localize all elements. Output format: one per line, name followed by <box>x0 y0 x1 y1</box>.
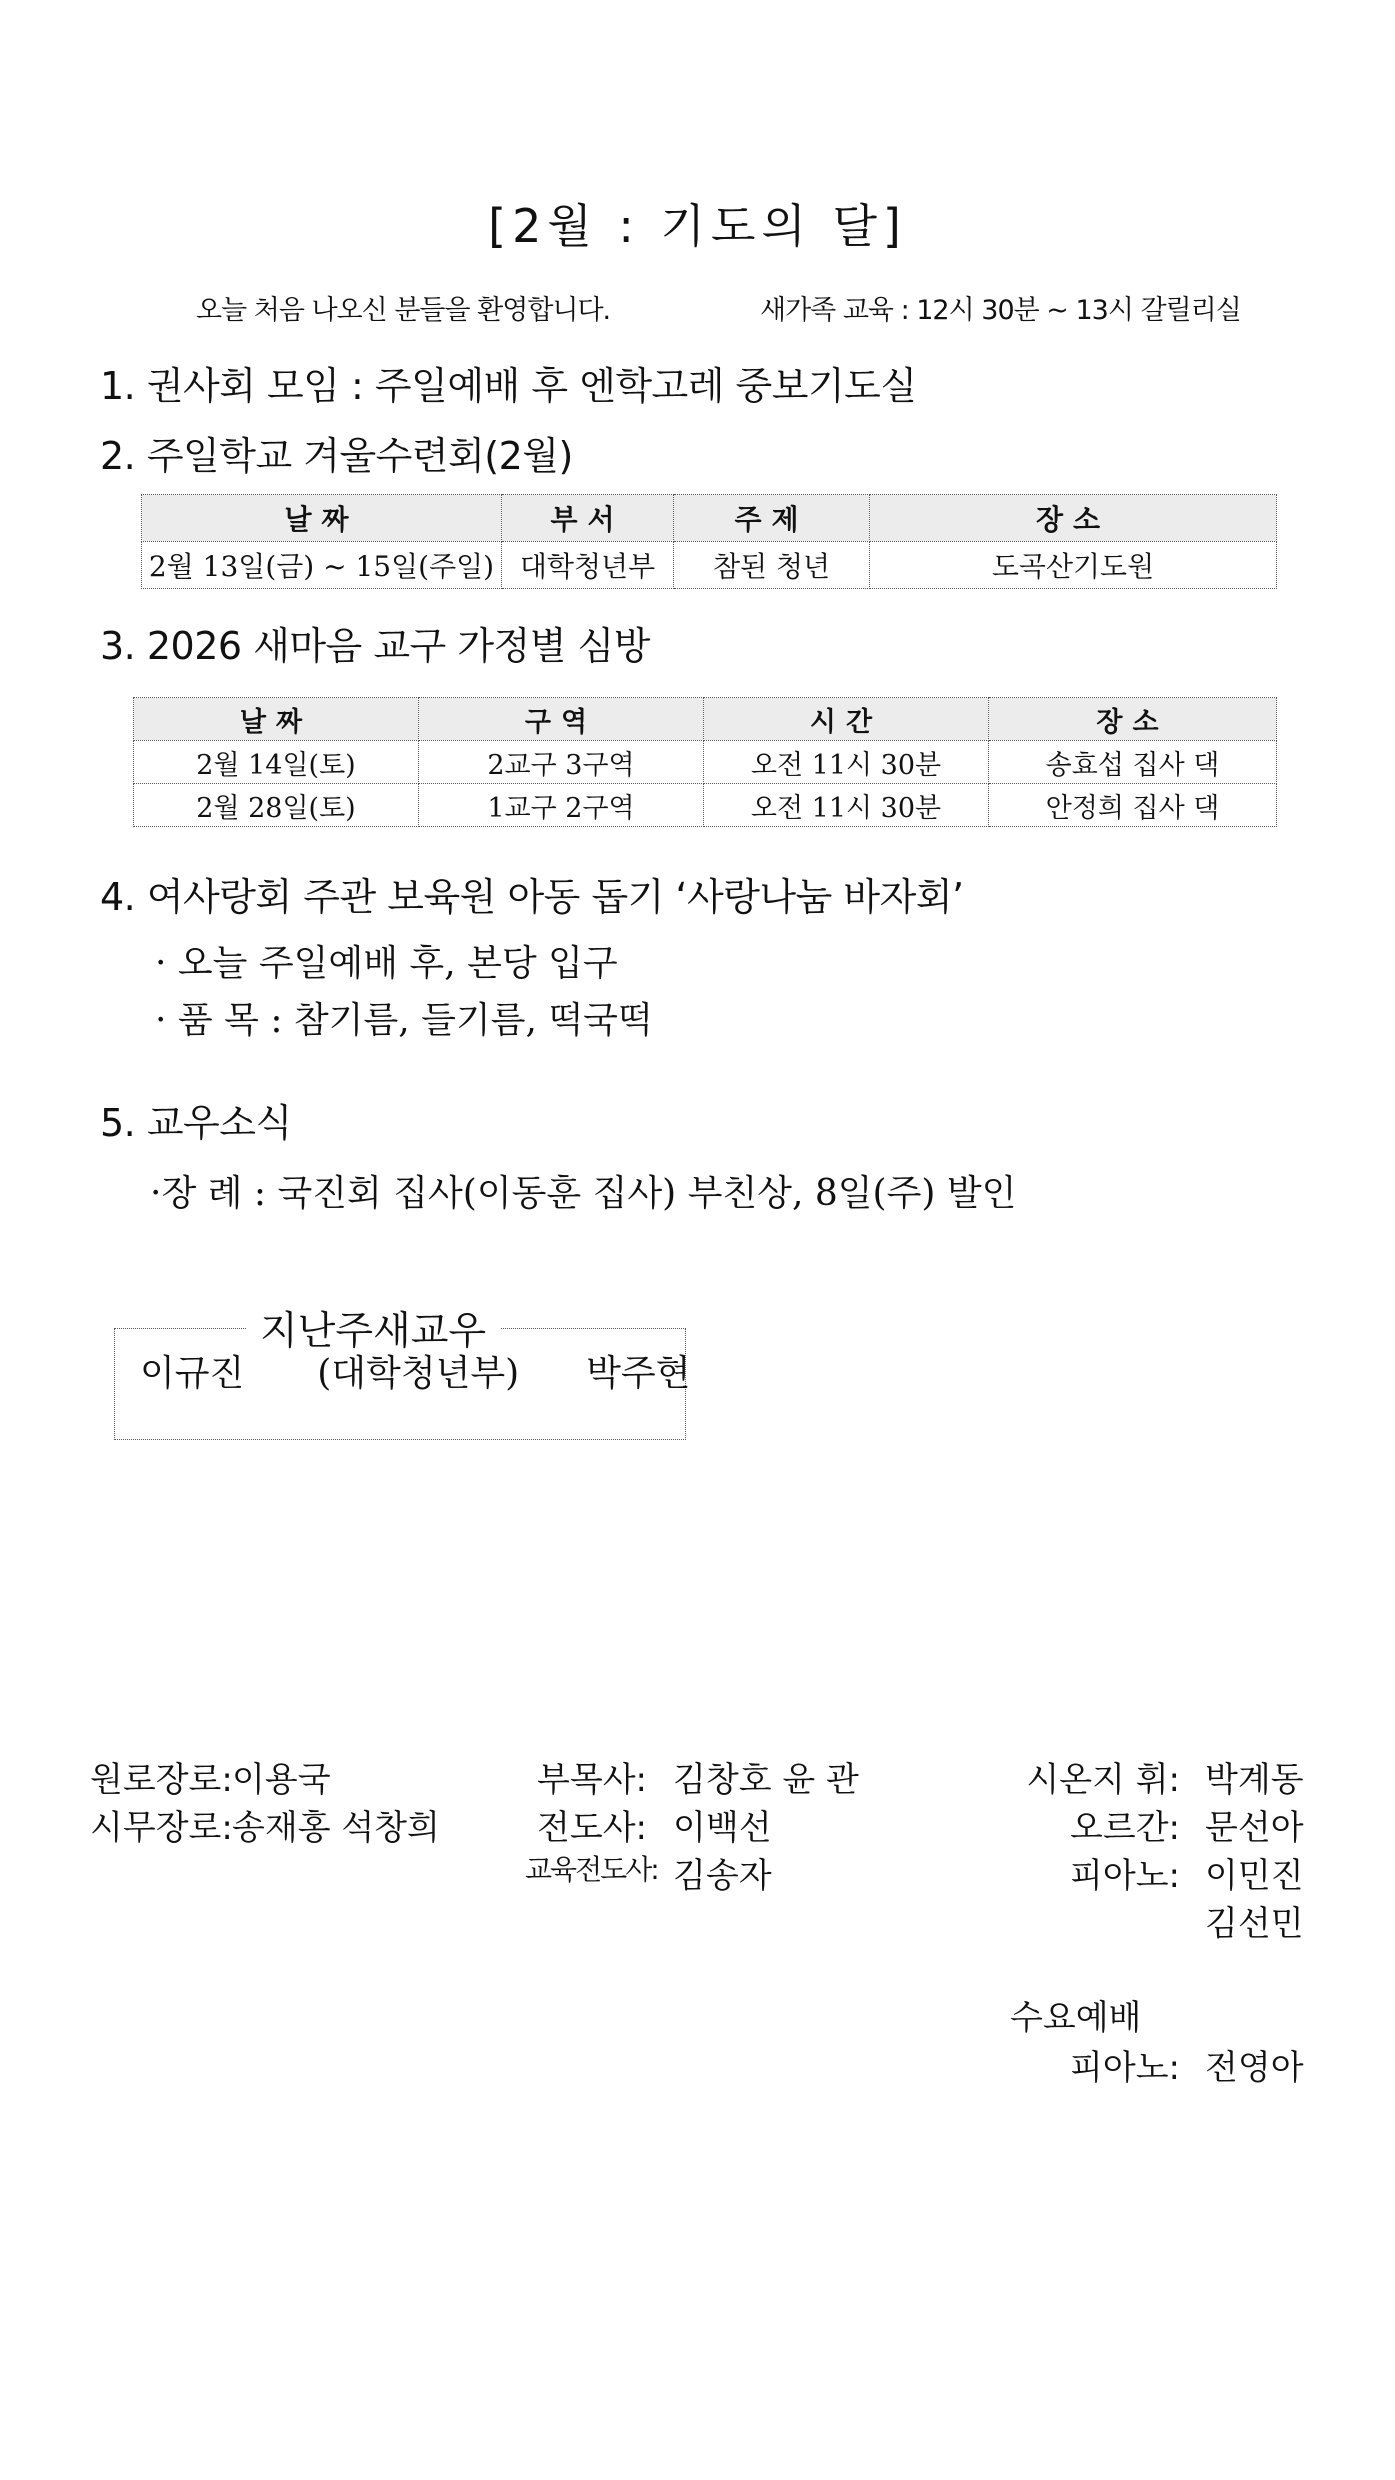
section-4-heading: 4. 여사랑회 주관 보육원 아동 돕기 ‘사랑나눔 바자회’ <box>100 875 964 919</box>
staff-name: 김창호 윤 관 <box>673 1760 859 1800</box>
header-cell: 부서 <box>502 495 674 542</box>
member-department: (대학청년부) <box>317 1353 520 1394</box>
bazaar-items: · 품 목 : 참기름, 들기름, 떡국떡 <box>155 1000 653 1041</box>
table-row <box>134 784 1277 827</box>
staff-label: 오르간: <box>1070 1808 1180 1848</box>
table-cell: 2월 28일(토) <box>134 784 419 827</box>
staff-name: 이백선 <box>673 1808 772 1848</box>
table-cell: 2월 14일(토) <box>134 741 419 784</box>
header-cell: 시간 <box>704 698 989 741</box>
header-cell: 날짜 <box>134 698 419 741</box>
table-cell: 도곡산기도원 <box>870 542 1277 589</box>
new-members-title: 지난주새교우 <box>246 1300 500 1356</box>
table-cell: 1교구 2구역 <box>419 784 704 827</box>
staff-name: 문선아 <box>1205 1808 1304 1848</box>
table-row <box>142 542 1277 589</box>
new-members-names <box>140 1345 690 1396</box>
header-cell: 장소 <box>989 698 1277 741</box>
table-cell: 오전 11시 30분 <box>704 784 989 827</box>
bazaar-time-place: · 오늘 주일예배 후, 본당 입구 <box>155 943 618 984</box>
header-cell: 구역 <box>419 698 704 741</box>
table-cell: 대학청년부 <box>502 542 674 589</box>
table-header-row <box>134 698 1277 741</box>
header-cell: 날짜 <box>142 495 502 542</box>
table-cell: 참된 청년 <box>674 542 870 589</box>
staff-label: 피아노: <box>1070 1856 1180 1896</box>
staff-name: 김송자 <box>673 1856 772 1896</box>
staff-name: 전영아 <box>1205 2048 1304 2088</box>
section-5-heading: 5. 교우소식 <box>100 1101 292 1145</box>
staff-label: 교육전도사: <box>525 1853 658 1886</box>
page-title: [2월 : 기도의 달] <box>488 199 907 253</box>
staff-label: 시온지 휘: <box>1026 1760 1180 1800</box>
section-1-heading: 1. 권사회 모임 : 주일예배 후 엔학고레 중보기도실 <box>100 364 917 408</box>
staff-name: 박계동 <box>1205 1760 1304 1800</box>
staff-name: 이민진 <box>1205 1856 1304 1896</box>
table-row <box>134 741 1277 784</box>
section-2-heading: 2. 주일학교 겨울수련회(2월) <box>100 434 573 478</box>
visit-table <box>133 697 1277 827</box>
staff-label: 시무장로: <box>90 1808 233 1848</box>
staff-name: 송재홍 석창희 <box>232 1808 440 1848</box>
table-header-row <box>142 495 1277 542</box>
wednesday-service-title: 수요예배 <box>1010 1998 1142 2038</box>
member-name: 이규진 <box>140 1353 245 1394</box>
table-cell: 안정희 집사 댁 <box>989 784 1277 827</box>
table-cell: 송효섭 집사 댁 <box>989 741 1277 784</box>
retreat-table <box>141 494 1277 589</box>
staff-name: 이용국 <box>232 1760 331 1800</box>
table-cell: 오전 11시 30분 <box>704 741 989 784</box>
header-cell: 주제 <box>674 495 870 542</box>
section-3-heading: 3. 2026 새마음 교구 가정별 심방 <box>100 624 650 668</box>
staff-label: 피아노: <box>1070 2048 1180 2088</box>
new-family-education: 새가족 교육 : 12시 30분 ~ 13시 갈릴리실 <box>760 295 1241 326</box>
staff-label: 부목사: <box>537 1760 647 1800</box>
funeral-notice: ·장 례 : 국진회 집사(이동훈 집사) 부친상, 8일(주) 발인 <box>150 1173 1017 1214</box>
staff-label: 원로장로: <box>90 1760 233 1800</box>
table-cell: 2월 13일(금) ~ 15일(주일) <box>142 542 502 589</box>
welcome-message: 오늘 처음 나오신 분들을 환영합니다. <box>196 295 611 326</box>
member-name: 박주현 <box>586 1353 691 1394</box>
table-cell: 2교구 3구역 <box>419 741 704 784</box>
staff-label: 전도사: <box>537 1808 647 1848</box>
staff-name: 김선민 <box>1205 1904 1304 1944</box>
header-cell: 장소 <box>870 495 1277 542</box>
